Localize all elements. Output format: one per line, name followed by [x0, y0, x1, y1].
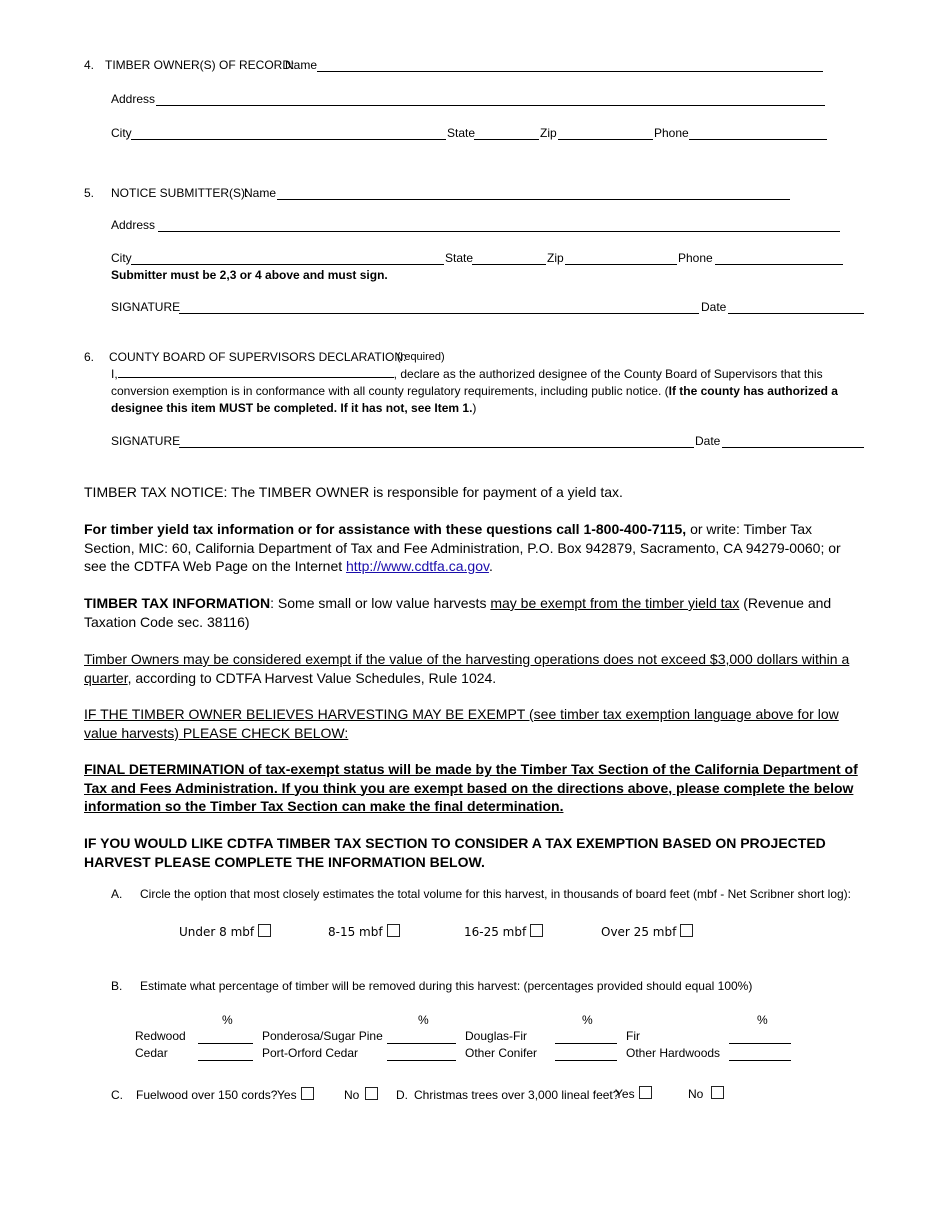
- county-date-label: Date: [695, 434, 721, 448]
- submitter-address-field[interactable]: [158, 231, 840, 232]
- douglas-fir-percent-field[interactable]: [555, 1043, 617, 1044]
- designee-name-field[interactable]: [118, 366, 394, 378]
- species-other-conifer: Other Conifer: [465, 1046, 538, 1060]
- owner-zip-field[interactable]: [558, 139, 653, 140]
- checkbox-icon[interactable]: [387, 924, 400, 937]
- item-c-label: C.: [111, 1088, 123, 1102]
- percent-sign: %: [582, 1013, 593, 1027]
- checkbox-icon[interactable]: [365, 1087, 378, 1100]
- county-signature-label: SIGNATURE: [111, 434, 181, 448]
- volume-option-8-15[interactable]: [328, 924, 400, 939]
- owner-zip-label: Zip: [540, 126, 557, 140]
- submitter-phone-field[interactable]: [715, 264, 843, 265]
- fuelwood-yes-option[interactable]: [277, 1087, 314, 1102]
- port-orford-percent-field[interactable]: [387, 1060, 456, 1061]
- section-6-number: 6.: [84, 350, 95, 364]
- county-declaration-text: [111, 366, 863, 417]
- owner-address-label: Address: [111, 92, 156, 106]
- cedar-percent-field[interactable]: [198, 1060, 253, 1061]
- submitter-zip-label: Zip: [547, 251, 564, 265]
- tax-info-text1: : Some small or low value harvests: [270, 595, 491, 611]
- submitter-date-label: Date: [701, 300, 727, 314]
- owner-phone-field[interactable]: [689, 139, 827, 140]
- species-fir: Fir: [626, 1029, 640, 1043]
- believes-paragraph: IF THE TIMBER OWNER BELIEVES HARVESTING MAY BE EXEMPT (see timber tax exemption language above for low value harvests) PLEASE CHECK BELOW:: [84, 706, 839, 741]
- declaration-i: I,: [111, 367, 118, 381]
- tax-info-text2: (Revenue and Taxation Code sec. 38116): [84, 595, 832, 630]
- section-6-required: (required): [397, 351, 445, 363]
- section-6-title: COUNTY BOARD OF SUPERVISORS DECLARATION:: [109, 350, 407, 364]
- checkbox-icon[interactable]: [258, 924, 271, 937]
- volume-option-label: 8-15 mbf: [328, 925, 383, 939]
- species-redwood: Redwood: [135, 1029, 186, 1043]
- tax-info-heading: TIMBER TAX INFORMATION: [84, 595, 271, 611]
- owner-city-label: City: [111, 126, 132, 140]
- checkbox-icon[interactable]: [301, 1087, 314, 1100]
- item-d-text: Christmas trees over 3,000 lineal feet?: [414, 1088, 620, 1102]
- item-d-label: D.: [396, 1088, 408, 1102]
- species-cedar: Cedar: [135, 1046, 168, 1060]
- fir-percent-field[interactable]: [729, 1043, 791, 1044]
- tax-info-underlined: may be exempt from the timber yield tax: [490, 595, 740, 611]
- item-b-label: B.: [111, 979, 123, 993]
- submitter-city-label: City: [111, 251, 132, 265]
- item-a-label: A.: [111, 887, 123, 901]
- final-determination-paragraph: FINAL DETERMINATION of tax-exempt status will be made by the Timber Tax Section of the California Department of Tax and Fees Administration. If you think you are exempt based on the directions above, please complete the below information so the Timber Tax Section can make the final determination.: [84, 761, 858, 814]
- owner-name-label: Name: [285, 58, 318, 72]
- checkbox-icon[interactable]: [530, 924, 543, 937]
- consider-paragraph: IF YOU WOULD LIKE CDTFA TIMBER TAX SECTION TO CONSIDER A TAX EXEMPTION BASED ON PROJECTED HARVEST PLEASE COMPLETE THE INFORMATION BELOW.: [84, 835, 826, 870]
- cdtfa-link[interactable]: http://www.cdtfa.ca.gov: [346, 558, 489, 574]
- owner-state-field[interactable]: [474, 139, 539, 140]
- submitter-note: Submitter must be 2,3 or 4 above and must sign.: [111, 268, 388, 282]
- submitter-name-field[interactable]: [277, 199, 790, 200]
- section-5-number: 5.: [84, 186, 95, 200]
- owner-state-label: State: [447, 126, 476, 140]
- item-c-text: Fuelwood over 150 cords?: [136, 1088, 278, 1102]
- volume-option-label: Under 8 mbf: [179, 925, 255, 939]
- owner-phone-label: Phone: [654, 126, 689, 140]
- submitter-state-field[interactable]: [472, 264, 546, 265]
- species-port-orford-cedar: Port-Orford Cedar: [262, 1046, 359, 1060]
- submitter-zip-field[interactable]: [565, 264, 677, 265]
- owner-address-field[interactable]: [156, 105, 825, 106]
- ponderosa-percent-field[interactable]: [387, 1043, 456, 1044]
- exempt-paragraph: [84, 650, 866, 687]
- section-4-title: TIMBER OWNER(S) OF RECORD:: [105, 58, 295, 72]
- checkbox-icon[interactable]: [639, 1086, 652, 1099]
- county-signature-field[interactable]: [179, 447, 694, 448]
- species-douglas-fir: Douglas-Fir: [465, 1029, 528, 1043]
- fuelwood-no-option[interactable]: [344, 1087, 378, 1102]
- declaration-body: , declare as the authorized designee of the County Board of Supervisors that this conversion exemption is in conformance with all county regulatory requirements, including public notice. (: [111, 367, 823, 398]
- christmas-trees-yes-option[interactable]: [615, 1086, 652, 1101]
- volume-option-16-25[interactable]: [464, 924, 543, 939]
- contact-bold: For timber yield tax information or for assistance with these questions call 1-800-400-7115,: [84, 521, 687, 537]
- species-other-hardwoods: Other Hardwoods: [626, 1046, 721, 1060]
- contact-end: .: [488, 558, 493, 574]
- tax-info-paragraph: [84, 594, 866, 631]
- item-a-text: Circle the option that most closely estimates the total volume for this harvest, in thousands of board feet (mbf - Net Scribner short log):: [140, 887, 851, 901]
- submitter-name-label: Name: [244, 186, 277, 200]
- submitter-address-label: Address: [111, 218, 156, 232]
- contact-paragraph: [84, 520, 866, 576]
- declaration-close: ): [472, 401, 477, 415]
- checkbox-icon[interactable]: [680, 924, 693, 937]
- no-label: No: [688, 1087, 704, 1101]
- yes-label: Yes: [615, 1087, 635, 1101]
- redwood-percent-field[interactable]: [198, 1043, 253, 1044]
- submitter-signature-field[interactable]: [179, 313, 699, 314]
- no-label: No: [344, 1088, 360, 1102]
- submitter-city-field[interactable]: [131, 264, 444, 265]
- county-date-field[interactable]: [722, 447, 864, 448]
- submitter-state-label: State: [445, 251, 474, 265]
- section-5-title: NOTICE SUBMITTER(S):: [111, 186, 249, 200]
- section-4-number: 4.: [84, 58, 95, 72]
- yes-label: Yes: [277, 1088, 297, 1102]
- declaration-bold: If the county has authorized a designee this item MUST be completed. If it has not, see Item 1.: [111, 384, 838, 415]
- owner-city-field[interactable]: [131, 139, 446, 140]
- item-b-text: Estimate what percentage of timber will be removed during this harvest: (percentages provided should equal 100%): [140, 979, 753, 993]
- checkbox-icon[interactable]: [711, 1086, 724, 1099]
- contact-text: or write: Timber Tax Section, MIC: 60, California Department of Tax and Fee Administration, P.O. Box 942879, Sacramento, CA 94279-0060; or see the CDTFA Web Page on the Internet: [84, 521, 841, 574]
- other-hardwoods-percent-field[interactable]: [729, 1060, 791, 1061]
- volume-option-label: Over 25 mbf: [601, 925, 677, 939]
- percent-sign: %: [222, 1013, 233, 1027]
- species-ponderosa-sugar-pine: Ponderosa/Sugar Pine: [262, 1029, 383, 1043]
- other-conifer-percent-field[interactable]: [555, 1060, 617, 1061]
- volume-option-label: 16-25 mbf: [464, 925, 527, 939]
- submitter-signature-label: SIGNATURE: [111, 300, 181, 314]
- christmas-trees-no-option[interactable]: [688, 1086, 724, 1101]
- volume-option-over-25[interactable]: [601, 924, 693, 939]
- submitter-date-field[interactable]: [728, 313, 864, 314]
- owner-name-field[interactable]: [317, 71, 823, 72]
- submitter-phone-label: Phone: [678, 251, 713, 265]
- exempt-underlined: Timber Owners may be considered exempt if the value of the harvesting operations does not exceed $3,000 dollars within a quarter: [84, 651, 850, 686]
- percent-sign: %: [757, 1013, 768, 1027]
- timber-tax-notice: TIMBER TAX NOTICE: The TIMBER OWNER is responsible for payment of a yield tax.: [84, 484, 623, 500]
- percent-sign: %: [418, 1013, 429, 1027]
- volume-option-under-8[interactable]: [179, 924, 271, 939]
- exempt-text: , according to CDTFA Harvest Value Schedules, Rule 1024.: [127, 669, 497, 686]
